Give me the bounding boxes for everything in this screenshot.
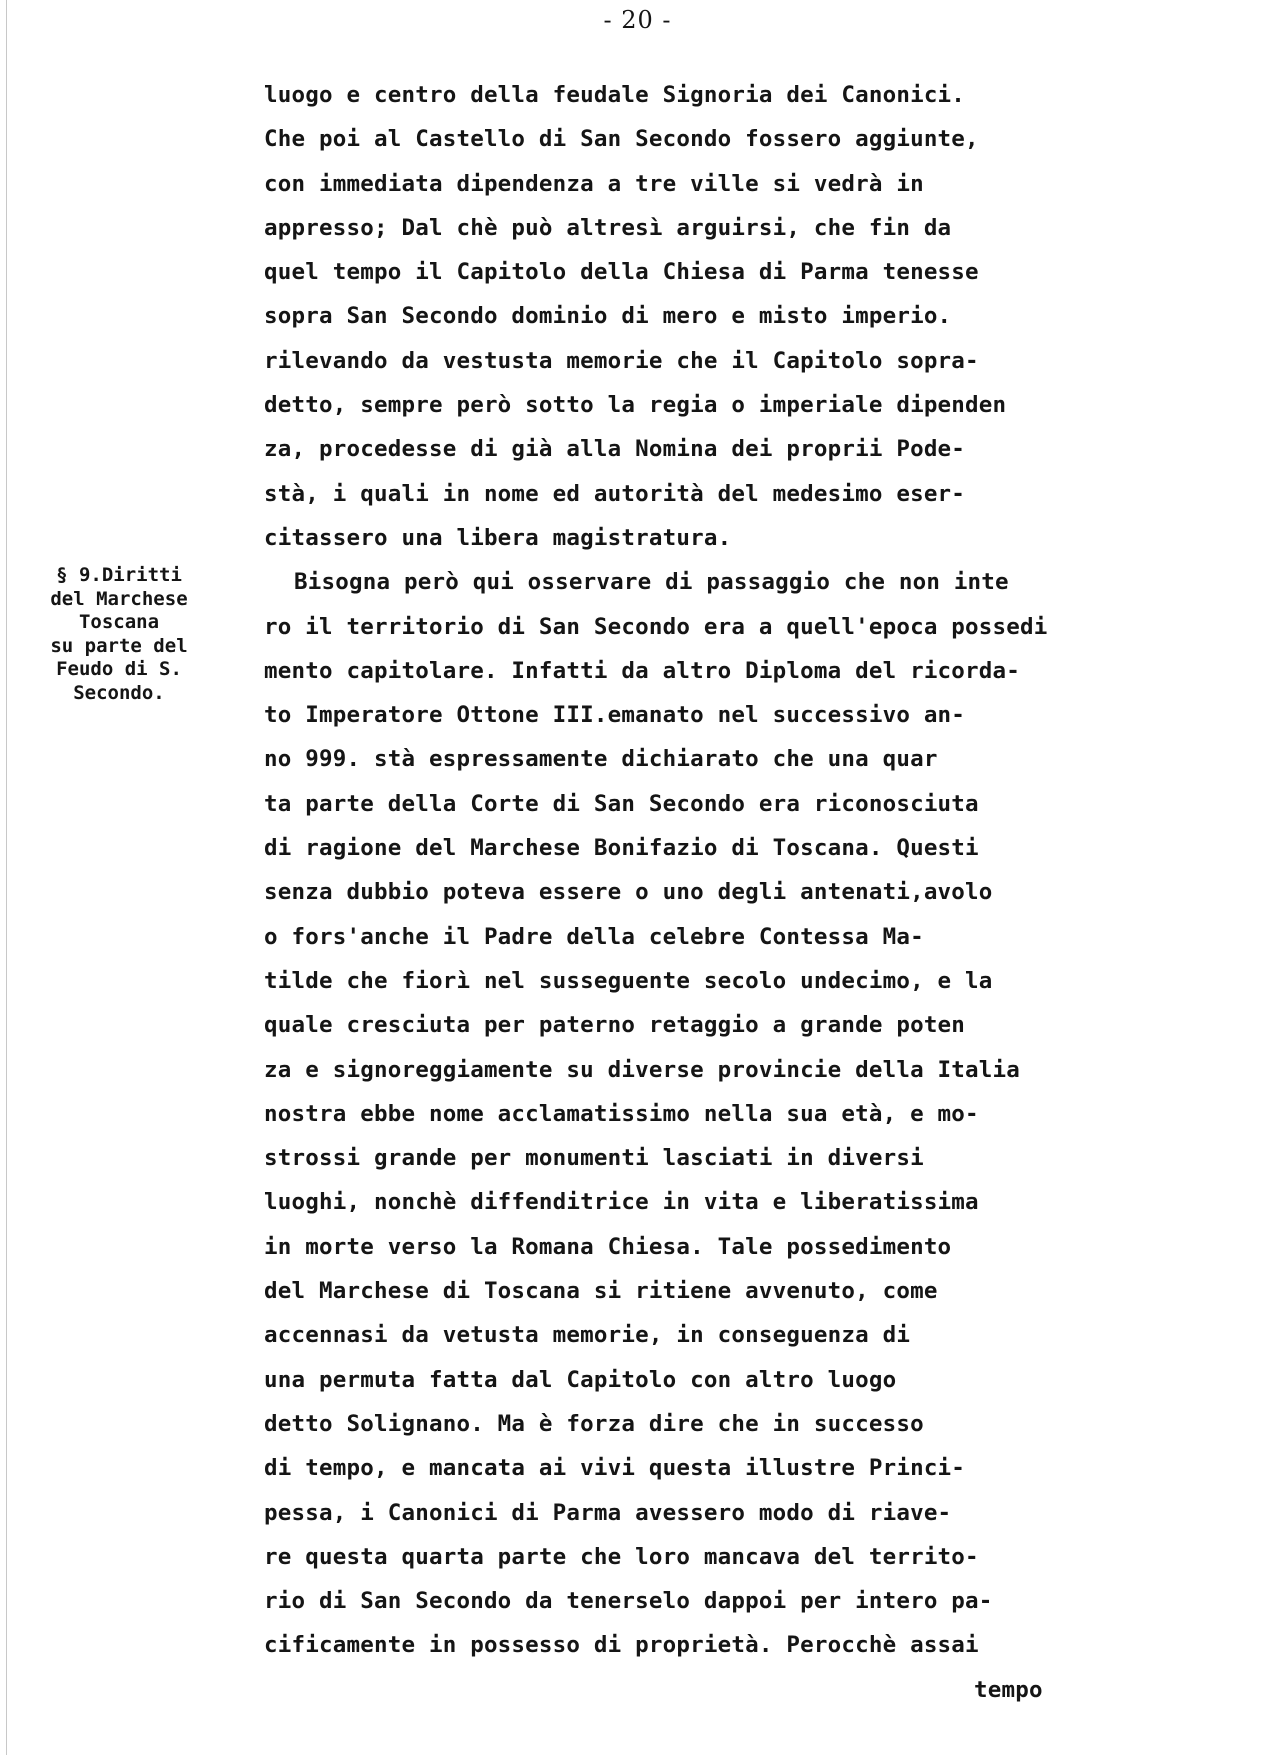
text-line: del Marchese di Toscana si ritiene avvenuto, come	[264, 1278, 938, 1305]
text-line: rio di San Secondo da tenerselo dappoi per intero pa-	[264, 1588, 993, 1615]
text-line: Che poi al Castello di San Secondo fossero aggiunte,	[264, 126, 979, 153]
text-line: ta parte della Corte di San Secondo era riconosciuta	[264, 790, 979, 817]
text-line: tilde che fiorì nel susseguente secolo undecimo, e la	[264, 967, 993, 994]
text-line: pessa, i Canonici di Parma avessero modo di riave-	[264, 1499, 952, 1526]
paragraph-start-line: Bisogna però qui osservare di passaggio che non inte	[294, 569, 1009, 596]
margin-note-line: su parte del	[50, 634, 188, 657]
text-line: senza dubbio poteva essere o uno degli antenati,avolo	[264, 879, 993, 906]
text-line: in morte verso la Romana Chiesa. Tale possedimento	[264, 1233, 952, 1260]
catchword: tempo	[974, 1676, 1043, 1703]
text-line: mento capitolare. Infatti da altro Diploma del ricorda-	[264, 657, 1021, 684]
text-line: rilevando da vestusta memorie che il Capitolo sopra-	[264, 347, 979, 374]
text-line: appresso; Dal chè può altresì arguirsi, che fin da	[264, 214, 952, 241]
text-line: una permuta fatta dal Capitolo con altro luogo	[264, 1366, 897, 1393]
margin-note	[14, 564, 224, 705]
margin-note-line: Toscana	[78, 611, 160, 633]
text-line: za, procedesse di già alla Nomina dei proprii Pode-	[264, 436, 966, 463]
text-line: detto Solignano. Ma è forza dire che in successo	[264, 1410, 924, 1437]
text-line: no 999. stà espressamente dichiarato che una quar	[264, 746, 938, 773]
text-line: sopra San Secondo dominio di mero e misto imperio.	[264, 303, 952, 330]
text-line: detto, sempre però sotto la regia o imperiale dipenden	[264, 392, 1007, 419]
text-line: strossi grande per monumenti lasciati in diversi	[264, 1145, 924, 1172]
margin-note-line: del Marchese	[50, 587, 188, 610]
text-line: za e signoreggiamente su diverse provincie della Italia	[264, 1056, 1021, 1083]
text-line: di tempo, e mancata ai vivi questa illustre Princi-	[264, 1455, 966, 1482]
text-line: quale cresciuta per paterno retaggio a grande poten	[264, 1012, 966, 1039]
page-edge-line	[6, 0, 7, 1755]
text-line: to Imperatore Ottone III.emanato nel successivo an-	[264, 702, 966, 729]
text-line: con immediata dipendenza a tre ville si vedrà in	[264, 170, 924, 197]
margin-note-line: Feudo di S.	[56, 658, 182, 680]
text-line: luogo e centro della feudale Signoria dei Canonici.	[264, 82, 966, 108]
text-line: o fors'anche il Padre della celebre Contessa Ma-	[264, 923, 924, 950]
text-line: re questa quarta parte che loro mancava del territo-	[264, 1543, 979, 1570]
text-line: nostra ebbe nome acclamatissimo nella sua età, e mo-	[264, 1100, 979, 1127]
margin-note-line: § 9.Diritti	[56, 564, 182, 586]
text-line: di ragione del Marchese Bonifazio di Toscana. Questi	[264, 835, 979, 862]
page-number: - 20 -	[603, 6, 672, 34]
text-line: stà, i quali in nome ed autorità del medesimo eser-	[264, 480, 966, 507]
text-line: accennasi da vetusta memorie, in conseguenza di	[264, 1322, 911, 1349]
margin-note-line: Secondo.	[73, 681, 165, 704]
text-line: ro il territorio di San Secondo era a quell'epoca possedi	[264, 613, 1048, 640]
text-line: quel tempo il Capitolo della Chiesa di Parma tenesse	[264, 259, 979, 286]
text-line: luoghi, nonchè diffenditrice in vita e liberatissima	[264, 1189, 979, 1216]
body-text	[264, 73, 1224, 1712]
text-line: cificamente in possesso di proprietà. Perocchè assai	[264, 1632, 979, 1659]
text-line: citassero una libera magistratura.	[264, 524, 732, 551]
